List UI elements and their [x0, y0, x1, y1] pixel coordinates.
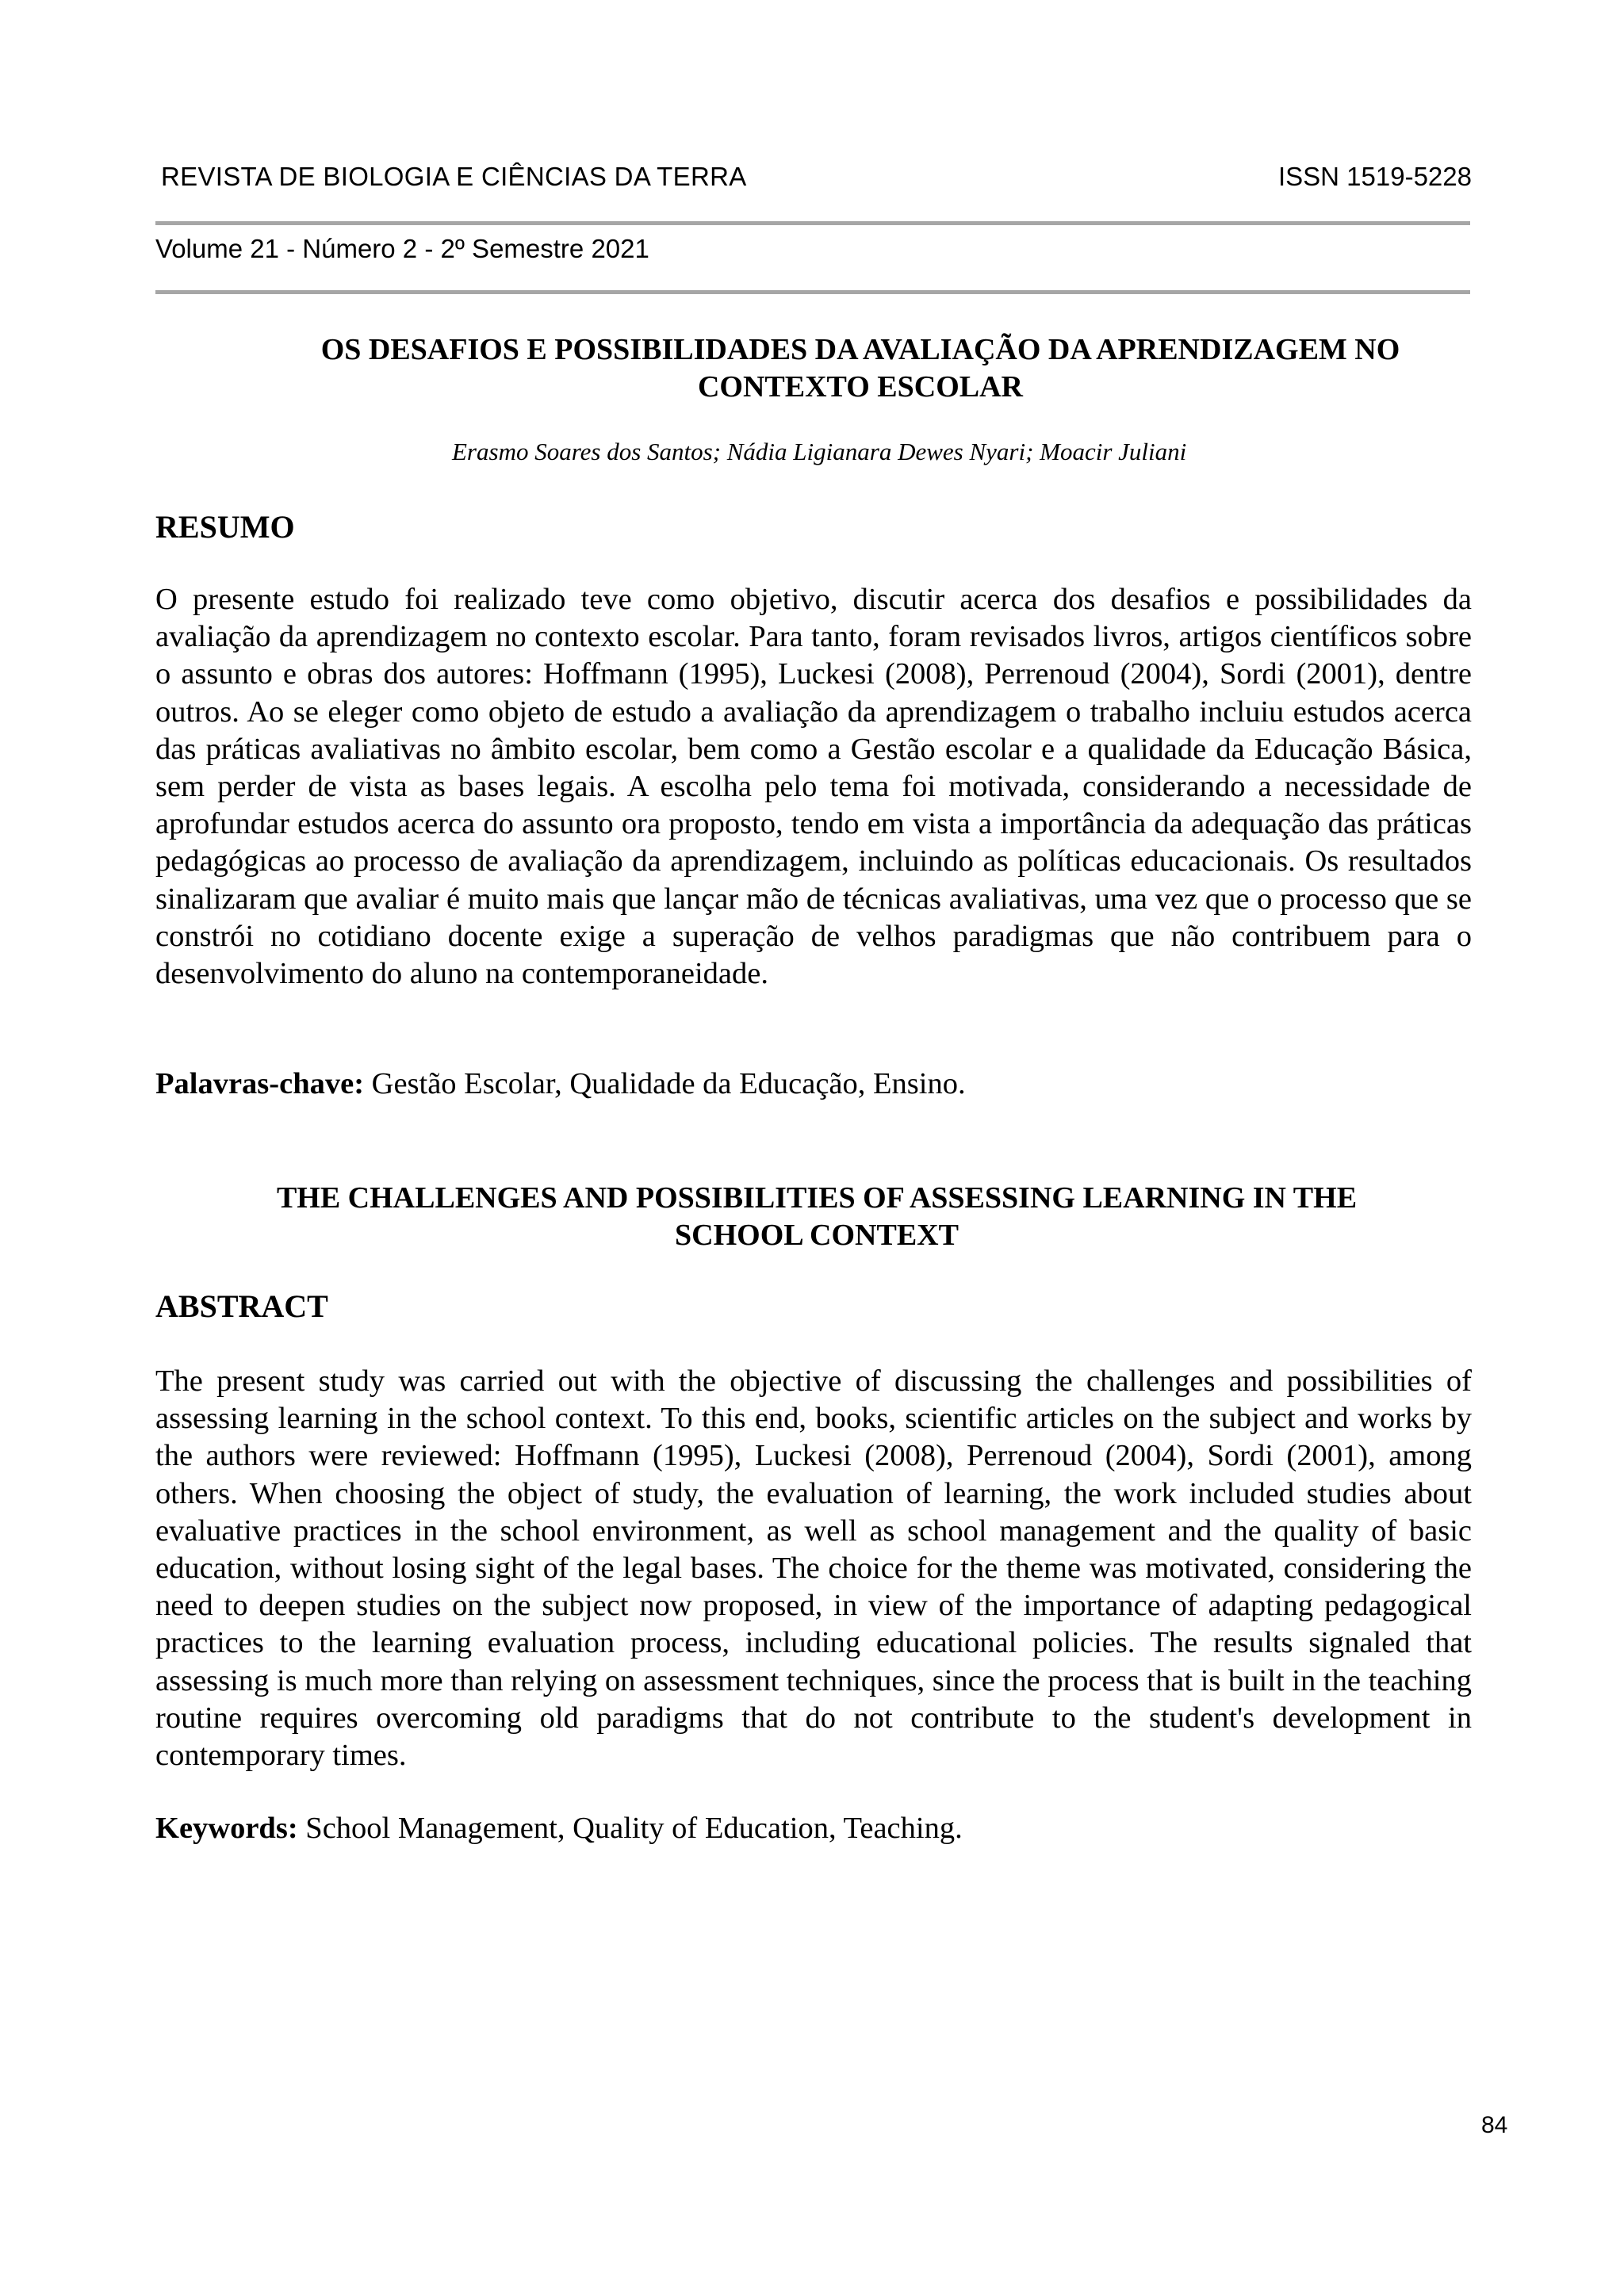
article-title-en-line2: SCHOOL CONTEXT [675, 1219, 959, 1252]
resumo-heading: RESUMO [155, 509, 295, 545]
keywords-pt-value: Gestão Escolar, Qualidade da Educação, Ensino. [364, 1067, 966, 1100]
issn: ISSN 1519-5228 [1277, 162, 1472, 191]
abstract-heading: ABSTRACT [155, 1288, 328, 1324]
article-title-en-line1: THE CHALLENGES AND POSSIBILITIES OF ASSESSING LEARNING IN THE [276, 1181, 1358, 1215]
volume-info: Volume 21 - Número 2 - 2º Semestre 2021 [155, 234, 649, 263]
journal-name: REVISTA DE BIOLOGIA E CIÊNCIAS DA TERRA [161, 162, 747, 191]
keywords-pt-label: Palavras-chave: [155, 1067, 365, 1100]
resumo-text: O presente estudo foi realizado teve como objetivo, discutir acerca dos desafios e possibilidades da avaliação da aprendizagem no contexto escolar. Para tanto, foram revisados livros, artigos científicos sobre o assunto e obras dos autores: Hoffmann (1995), Luckesi (2008), Perrenoud (2004), Sordi (2001), dentre outros. Ao se eleger como objeto de estudo a avaliação da aprendizagem o trabalho incluiu estudos acerca das práticas avaliativas no âmbito escolar, bem como a Gestão escolar e a qualidade da Educação Básica, sem perder de vista as bases legais. A escolha pelo tema foi motivada, considerando a necessidade de aprofundar estudos acerca do assunto ora proposto, tendo em vista a importância da adequação das práticas pedagógicas ao processo de avaliação da aprendizagem, incluindo as políticas educacionais. Os resultados sinalizaram que avaliar é muito mais que lançar mão de técnicas avaliativas, uma vez que o processo que se constrói no cotidiano docente exige a superação de velhos paradigmas que não contribuem para o desenvolvimento do aluno na contemporaneidade. [155, 583, 1472, 991]
header-divider-top [155, 221, 1470, 225]
article-title-pt-line1: OS DESAFIOS E POSSIBILIDADES DA AVALIAÇÃO DA APRENDIZAGEM NO [320, 333, 1400, 366]
page-number: 84 [1481, 2112, 1508, 2138]
article-title-en [155, 1180, 1478, 1254]
article-title-pt [254, 331, 1467, 406]
keywords-en-label: Keywords: [155, 1812, 298, 1845]
keywords-en [155, 1811, 963, 1846]
article-title-pt-line2: CONTEXTO ESCOLAR [697, 370, 1023, 404]
authors: Erasmo Soares dos Santos; Nádia Ligianara Dewes Nyari; Moacir Juliani [452, 438, 1187, 465]
abstract-text: The present study was carried out with the objective of discussing the challenges and possibilities of assessing learning in the school context. To this end, books, scientific articles on the subject and works by the authors were reviewed: Hoffmann (1995), Luckesi (2008), Perrenoud (2004), Sordi (2001), among others. When choosing the object of study, the evaluation of learning, the work included studies about evaluative practices in the school environment, as well as school management and the quality of basic education, without losing sight of the legal bases. The choice for the theme was motivated, considering the need to deepen studies on the subject now proposed, in view of the importance of adapting pedagogical practices to the learning evaluation process, including educational policies. The results signaled that assessing is much more than relying on assessment techniques, since the process that is built in the teaching routine requires overcoming old paradigms that do not contribute to the student's development in contemporary times. [155, 1364, 1472, 1773]
header-divider-bottom [155, 290, 1470, 294]
keywords-pt [155, 1066, 966, 1101]
keywords-en-value: School Management, Quality of Education, Teaching. [297, 1812, 963, 1845]
